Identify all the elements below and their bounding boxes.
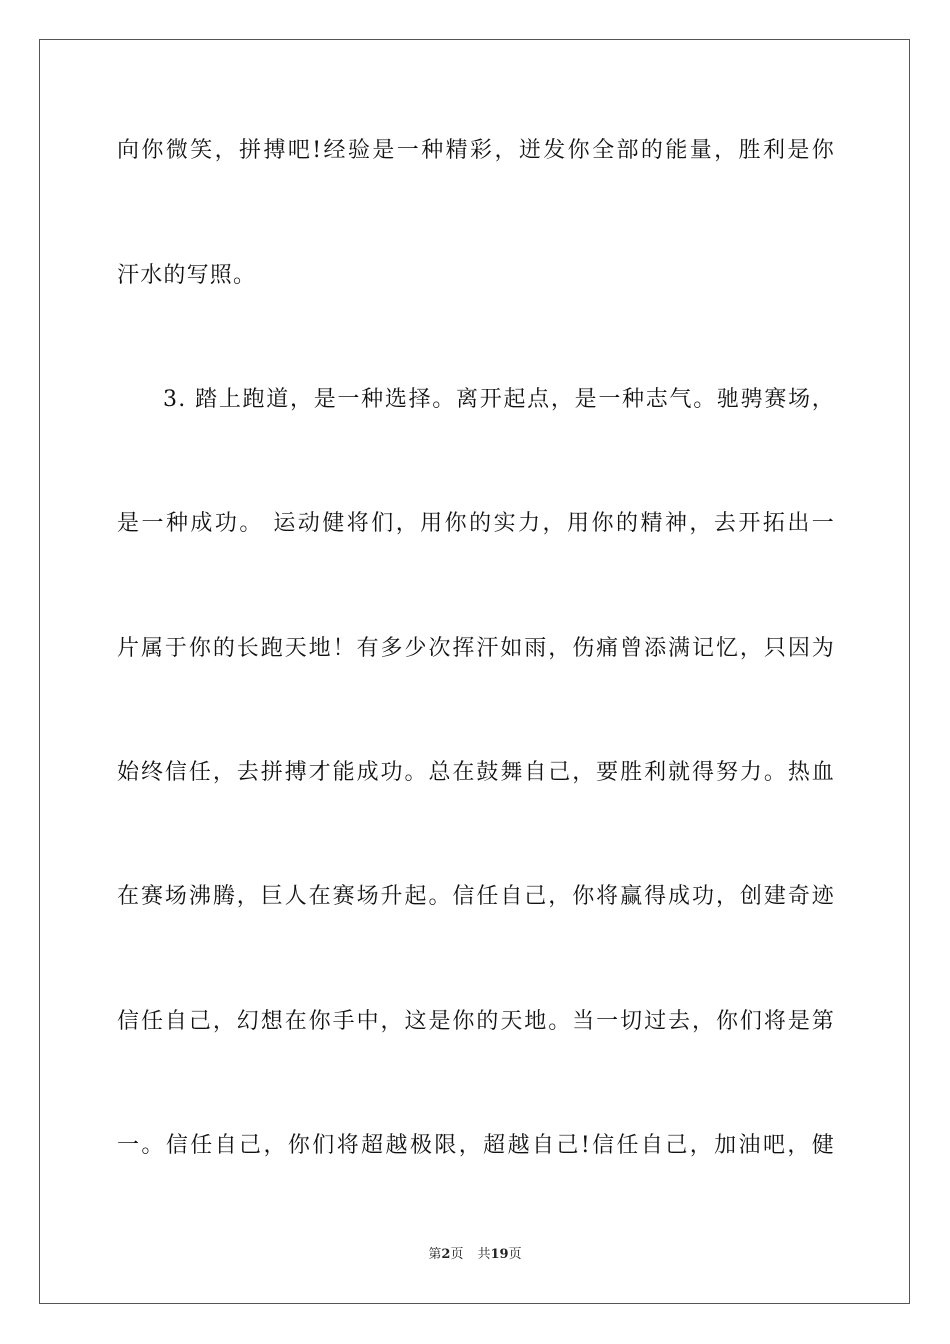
page-frame (39, 39, 910, 1304)
footer-total-prefix: 共 (477, 1247, 491, 1262)
footer-page-suffix: 页 (450, 1247, 464, 1262)
body-text-line: 始终信任，去拼搏才能成功。总在鼓舞自己，要胜利就得努力。热血 (117, 760, 835, 785)
body-text-line: 在赛场沸腾，巨人在赛场升起。信任自己，你将赢得成功，创建奇迹 (117, 884, 835, 909)
footer-total-suffix: 页 (508, 1247, 522, 1262)
body-text-line: 一。信任自己，你们将超越极限，超越自己!信任自己，加油吧，健 (117, 1133, 835, 1158)
body-text-line: 信任自己，幻想在你手中，这是你的天地。当一切过去，你们将是第 (117, 1009, 835, 1034)
body-text-line: 3. 踏上跑道，是一种选择。离开起点，是一种志气。驰骋赛场， (163, 387, 835, 412)
body-text-line: 是一种成功。 运动健将们，用你的实力，用你的精神，去开拓出一 (117, 511, 835, 536)
body-text-line: 片属于你的长跑天地！有多少次挥汗如雨，伤痛曾添满记忆，只因为 (117, 636, 835, 661)
footer-page-total: 19 (490, 1247, 509, 1262)
body-text-line: 向你微笑，拼搏吧!经验是一种精彩，迸发你全部的能量，胜利是你 (117, 138, 835, 163)
page-footer (0, 1246, 950, 1264)
footer-page-current: 2 (441, 1247, 451, 1262)
footer-page-prefix: 第 (428, 1247, 442, 1262)
body-text-line: 汗水的写照。 (117, 263, 257, 288)
